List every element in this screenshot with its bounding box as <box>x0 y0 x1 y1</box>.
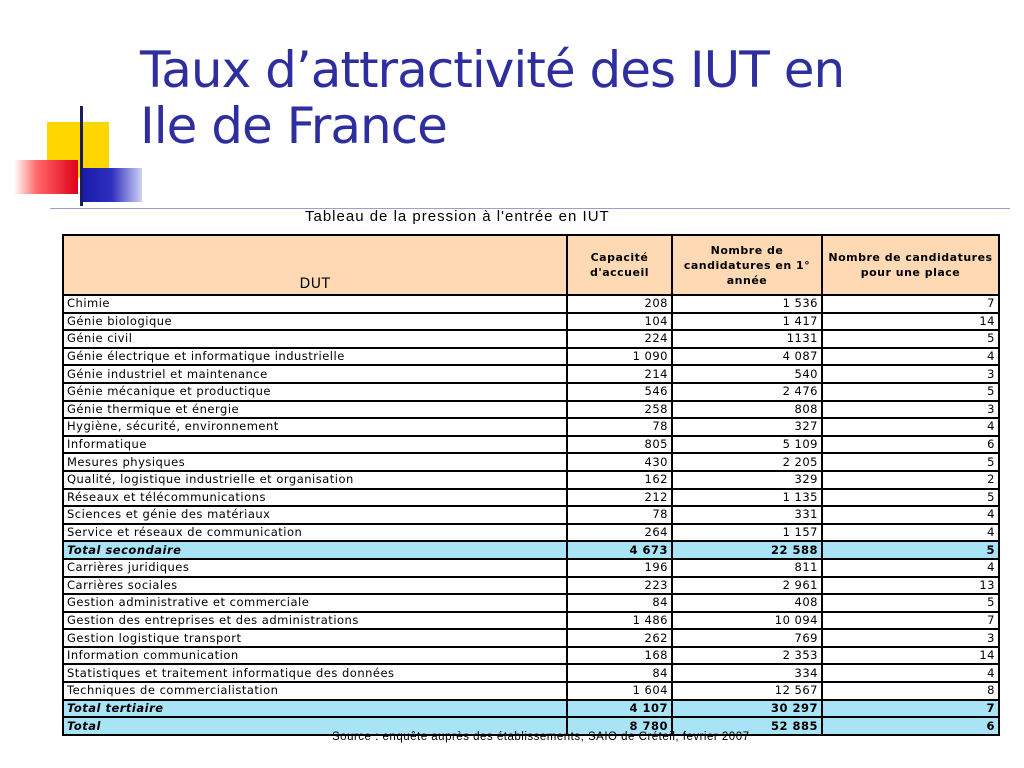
row-label: Total secondaire <box>63 541 567 559</box>
row-candidatures: 4 087 <box>672 348 822 366</box>
row-candidatures: 540 <box>672 365 822 383</box>
row-label: Génie biologique <box>63 313 567 331</box>
row-label: Mesures physiques <box>63 453 567 471</box>
row-capacite: 1 604 <box>567 682 672 700</box>
table-row <box>63 330 999 348</box>
table-row <box>63 401 999 419</box>
row-capacite: 8 780 <box>567 717 672 735</box>
row-capacite: 223 <box>567 577 672 595</box>
row-par-place: 7 <box>822 295 999 313</box>
table-caption: Tableau de la pression à l'entrée en IUT <box>305 208 610 225</box>
row-candidatures: 22 588 <box>672 541 822 559</box>
row-capacite: 84 <box>567 594 672 612</box>
table-row <box>63 647 999 665</box>
slide-decoration <box>0 0 140 215</box>
row-capacite: 262 <box>567 629 672 647</box>
row-par-place: 5 <box>822 541 999 559</box>
row-capacite: 84 <box>567 664 672 682</box>
row-label: Gestion logistique transport <box>63 629 567 647</box>
row-candidatures: 5 109 <box>672 436 822 454</box>
row-par-place: 4 <box>822 559 999 577</box>
row-label: Hygiène, sécurité, environnement <box>63 418 567 436</box>
row-label: Techniques de commercialistation <box>63 682 567 700</box>
row-label: Carrières sociales <box>63 577 567 595</box>
row-capacite: 4 107 <box>567 700 672 718</box>
row-par-place: 7 <box>822 700 999 718</box>
row-par-place: 3 <box>822 401 999 419</box>
row-label: Carrières juridiques <box>63 559 567 577</box>
row-candidatures: 1 536 <box>672 295 822 313</box>
row-label: Génie industriel et maintenance <box>63 365 567 383</box>
table-row <box>63 612 999 630</box>
row-par-place: 5 <box>822 330 999 348</box>
row-label: Génie mécanique et productique <box>63 383 567 401</box>
decor-vertical-line <box>80 106 83 206</box>
row-par-place: 4 <box>822 524 999 542</box>
row-candidatures: 2 353 <box>672 647 822 665</box>
table-row <box>63 629 999 647</box>
row-candidatures: 30 297 <box>672 700 822 718</box>
table-row <box>63 365 999 383</box>
row-candidatures: 808 <box>672 401 822 419</box>
row-capacite: 224 <box>567 330 672 348</box>
table-container <box>62 234 998 736</box>
row-candidatures: 1131 <box>672 330 822 348</box>
row-candidatures: 327 <box>672 418 822 436</box>
table-row <box>63 506 999 524</box>
row-candidatures: 2 205 <box>672 453 822 471</box>
row-par-place: 14 <box>822 313 999 331</box>
table-row <box>63 348 999 366</box>
table-row <box>63 383 999 401</box>
row-candidatures: 12 567 <box>672 682 822 700</box>
row-label: Statistiques et traitement informatique des données <box>63 664 567 682</box>
row-candidatures: 2 961 <box>672 577 822 595</box>
header-dut: DUT <box>63 235 567 295</box>
table-total-row <box>63 700 999 718</box>
table-total-row <box>63 541 999 559</box>
row-candidatures: 1 157 <box>672 524 822 542</box>
row-capacite: 264 <box>567 524 672 542</box>
table-row <box>63 559 999 577</box>
row-label: Sciences et génie des matériaux <box>63 506 567 524</box>
row-candidatures: 811 <box>672 559 822 577</box>
row-candidatures: 2 476 <box>672 383 822 401</box>
row-par-place: 14 <box>822 647 999 665</box>
slide-title-line-1: Taux d’attractivité des IUT en <box>140 41 845 99</box>
row-label: Chimie <box>63 295 567 313</box>
table-body <box>63 295 999 735</box>
row-candidatures: 10 094 <box>672 612 822 630</box>
row-capacite: 1 090 <box>567 348 672 366</box>
table-row <box>63 577 999 595</box>
row-label: Service et réseaux de communication <box>63 524 567 542</box>
row-label: Génie civil <box>63 330 567 348</box>
row-capacite: 212 <box>567 489 672 507</box>
table-row <box>63 489 999 507</box>
row-capacite: 168 <box>567 647 672 665</box>
table-row <box>63 418 999 436</box>
row-candidatures: 334 <box>672 664 822 682</box>
row-par-place: 6 <box>822 436 999 454</box>
row-label: Gestion des entreprises et des administrations <box>63 612 567 630</box>
row-par-place: 8 <box>822 682 999 700</box>
row-label: Qualité, logistique industrielle et organisation <box>63 471 567 489</box>
table-row <box>63 313 999 331</box>
row-capacite: 214 <box>567 365 672 383</box>
table-row <box>63 664 999 682</box>
row-par-place: 5 <box>822 453 999 471</box>
table-row <box>63 453 999 471</box>
row-candidatures: 408 <box>672 594 822 612</box>
header-capacite: Capacité d'accueil <box>567 235 672 295</box>
table-header-row <box>63 235 999 295</box>
row-label: Gestion administrative et commerciale <box>63 594 567 612</box>
row-par-place: 4 <box>822 418 999 436</box>
row-capacite: 1 486 <box>567 612 672 630</box>
row-par-place: 4 <box>822 506 999 524</box>
row-par-place: 5 <box>822 489 999 507</box>
row-label: Total <box>63 717 567 735</box>
row-par-place: 5 <box>822 383 999 401</box>
row-capacite: 196 <box>567 559 672 577</box>
dut-pressure-table <box>62 234 1000 736</box>
row-candidatures: 52 885 <box>672 717 822 735</box>
row-capacite: 78 <box>567 418 672 436</box>
table-row <box>63 471 999 489</box>
slide-title <box>140 42 1000 154</box>
table-row <box>63 594 999 612</box>
row-candidatures: 1 135 <box>672 489 822 507</box>
row-par-place: 7 <box>822 612 999 630</box>
row-candidatures: 331 <box>672 506 822 524</box>
row-par-place: 4 <box>822 664 999 682</box>
row-label: Génie thermique et énergie <box>63 401 567 419</box>
header-candidatures: Nombre de candidatures en 1° année <box>672 235 822 295</box>
table-row <box>63 524 999 542</box>
row-capacite: 430 <box>567 453 672 471</box>
header-par-place: Nombre de candidatures pour une place <box>822 235 999 295</box>
row-capacite: 208 <box>567 295 672 313</box>
row-par-place: 4 <box>822 348 999 366</box>
row-capacite: 546 <box>567 383 672 401</box>
row-par-place: 3 <box>822 365 999 383</box>
row-label: Génie électrique et informatique industrielle <box>63 348 567 366</box>
row-label: Information communication <box>63 647 567 665</box>
row-capacite: 162 <box>567 471 672 489</box>
row-par-place: 6 <box>822 717 999 735</box>
row-label: Réseaux et télécommunications <box>63 489 567 507</box>
table-row <box>63 436 999 454</box>
row-par-place: 3 <box>822 629 999 647</box>
row-label: Total tertiaire <box>63 700 567 718</box>
row-candidatures: 769 <box>672 629 822 647</box>
row-capacite: 258 <box>567 401 672 419</box>
table-row <box>63 295 999 313</box>
slide-title-line-2: Ile de France <box>140 97 447 155</box>
row-par-place: 5 <box>822 594 999 612</box>
source-note: Source : enquête auprès des établissements, SAIO de Créteil, fevrier 2007 <box>332 731 750 743</box>
decor-red-bar <box>14 160 78 194</box>
decor-blue-bar <box>82 168 142 202</box>
row-capacite: 4 673 <box>567 541 672 559</box>
row-candidatures: 1 417 <box>672 313 822 331</box>
row-label: Informatique <box>63 436 567 454</box>
row-candidatures: 329 <box>672 471 822 489</box>
row-capacite: 104 <box>567 313 672 331</box>
row-capacite: 78 <box>567 506 672 524</box>
row-par-place: 13 <box>822 577 999 595</box>
table-row <box>63 682 999 700</box>
row-capacite: 805 <box>567 436 672 454</box>
row-par-place: 2 <box>822 471 999 489</box>
